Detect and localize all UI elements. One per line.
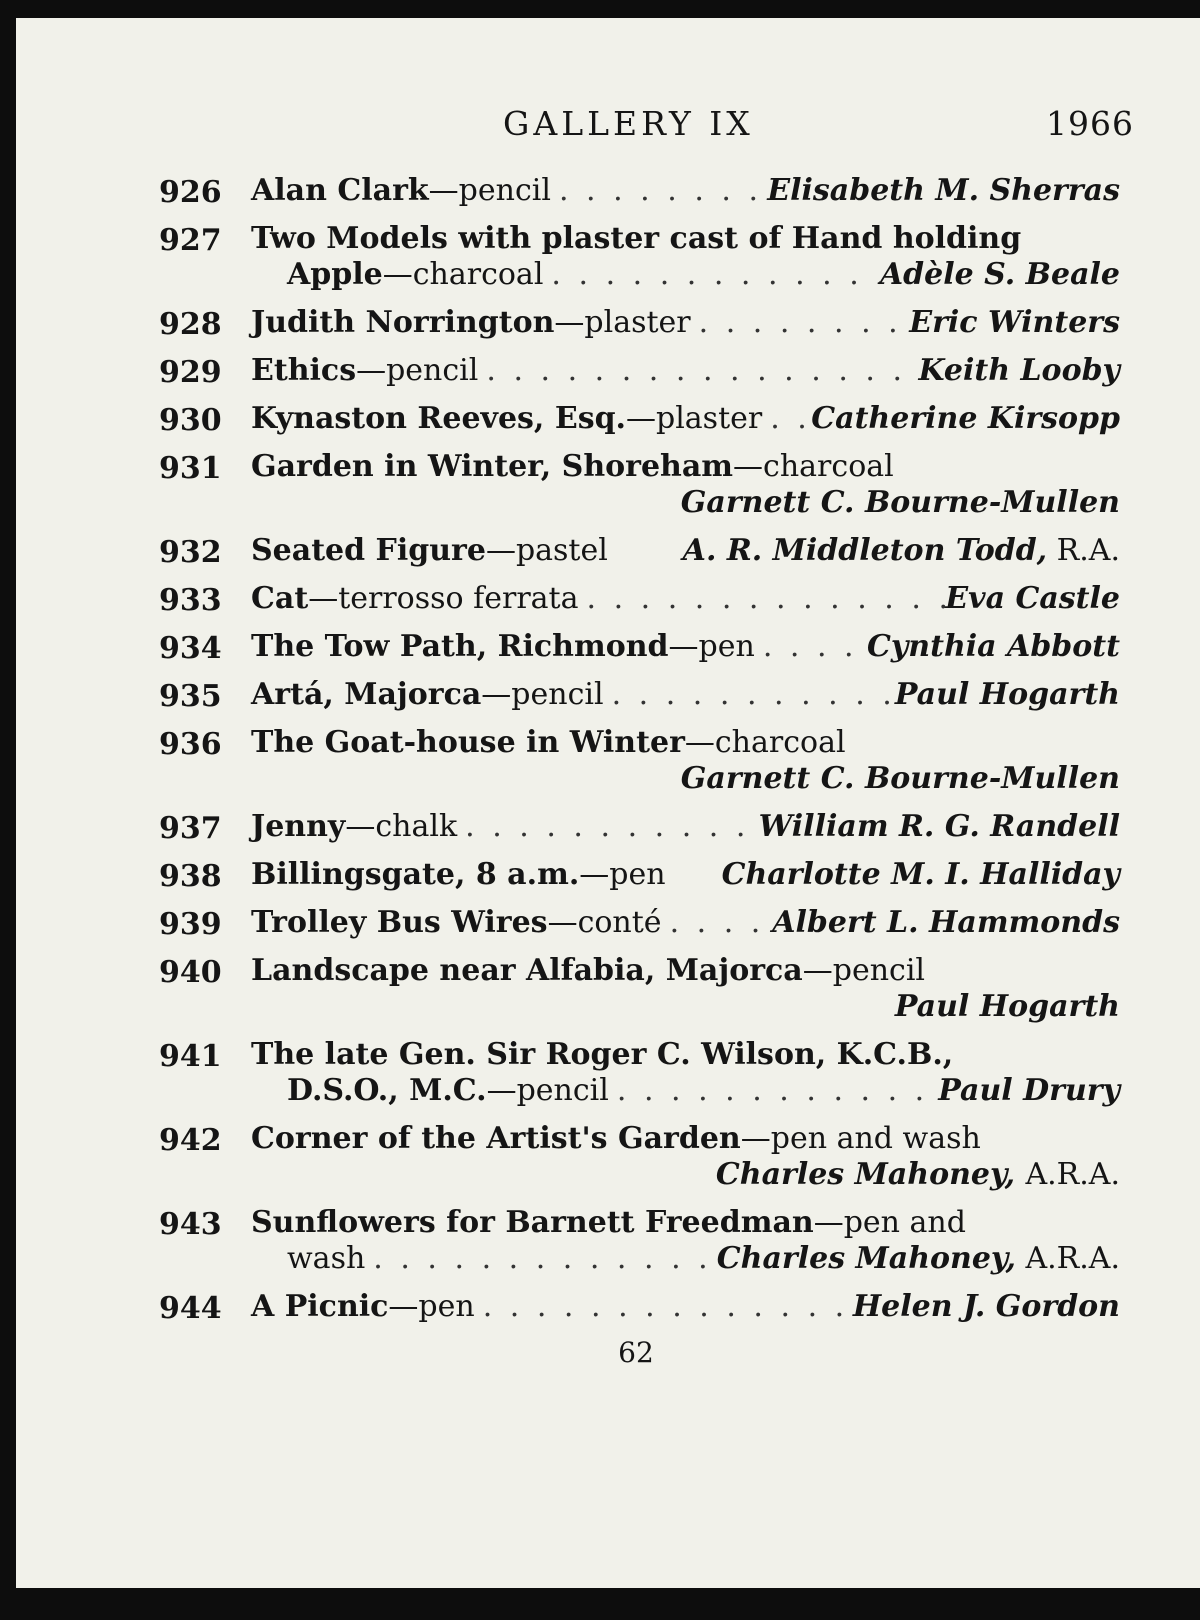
- leader-dots: [543, 257, 879, 293]
- catalogue-entry-931: [16, 449, 1200, 521]
- entry-artist: Paul Hogarth: [894, 989, 1120, 1024]
- entry-title: Jenny: [251, 809, 346, 844]
- catalogue-entry-928: [16, 305, 1200, 341]
- artist-honour: A.R.A.: [1025, 1157, 1120, 1192]
- leader-dots: [579, 581, 946, 617]
- artist-honour: R.A.: [1056, 533, 1120, 568]
- entry-number: 936: [159, 727, 222, 762]
- entry-number: 943: [159, 1207, 222, 1242]
- entry-medium-continued: wash: [287, 1241, 366, 1276]
- entry-medium: —pen and wash: [740, 1121, 981, 1156]
- entry-medium: —pen and: [813, 1205, 966, 1240]
- artist-honour: A.R.A.: [1025, 1241, 1120, 1276]
- entry-medium: —pen: [388, 1289, 475, 1324]
- entry-title-continued: Apple: [287, 257, 383, 292]
- entry-title: A Picnic: [251, 1289, 389, 1324]
- catalogue-entry-927: [16, 221, 1200, 293]
- leader-dots: [762, 401, 811, 437]
- entry-number: 942: [159, 1123, 222, 1158]
- entry-artist-line: [251, 1157, 1120, 1193]
- entry-artist: Paul Hogarth: [894, 677, 1120, 712]
- leader-dots: [457, 809, 758, 845]
- entry-number: 934: [159, 631, 222, 666]
- entry-medium: —pen: [668, 629, 755, 664]
- entry-title: Corner of the Artist's Garden: [251, 1121, 741, 1156]
- leader-dots: [551, 173, 767, 209]
- entry-artist: Charlotte M. I. Halliday: [721, 857, 1120, 892]
- catalogue-entry-926: [16, 173, 1200, 209]
- entry-medium: —pencil: [802, 953, 926, 988]
- entry-medium: —pencil: [356, 353, 479, 388]
- page-number: 62: [618, 1336, 654, 1369]
- entry-title: The late Gen. Sir Roger C. Wilson, K.C.B.,: [251, 1037, 954, 1072]
- entry-artist: Eric Winters: [909, 305, 1120, 340]
- catalogue-entry-943: [16, 1205, 1200, 1277]
- entry-artist: Albert L. Hammonds: [772, 905, 1120, 940]
- entry-artist: Garnett C. Bourne-Mullen: [680, 485, 1120, 520]
- catalogue-entry-934: [16, 629, 1200, 665]
- page-header: [16, 98, 1200, 148]
- entry-number: 940: [159, 955, 222, 990]
- entry-artist: A. R. Middleton Todd,: [682, 533, 1048, 568]
- entry-medium: —pencil: [486, 1073, 609, 1108]
- leader-dots: [691, 305, 910, 341]
- entry-artist: William R. G. Randell: [758, 809, 1120, 844]
- gallery-title: GALLERY IX: [503, 104, 754, 143]
- entry-artist: Helen J. Gordon: [852, 1289, 1120, 1324]
- catalogue-entry-933: [16, 581, 1200, 617]
- entry-title: Landscape near Alfabia, Majorca: [251, 953, 803, 988]
- entry-title: Kynaston Reeves, Esq.: [251, 401, 626, 436]
- entry-medium: —plaster: [554, 305, 691, 340]
- entry-artist: Elisabeth M. Sherras: [767, 173, 1120, 208]
- leader-dots: [755, 629, 867, 665]
- entry-artist: Catherine Kirsopp: [811, 401, 1120, 436]
- entry-number: 937: [159, 811, 222, 846]
- entry-artist: Charles Mahoney,: [716, 1241, 1016, 1276]
- entry-number: 926: [159, 175, 222, 210]
- entry-title: Judith Norrington: [251, 305, 555, 340]
- catalogue-entries: [16, 173, 1200, 1337]
- entry-medium: —pencil: [428, 173, 551, 208]
- entry-medium: —chalk: [345, 809, 458, 844]
- catalogue-entry-937: [16, 809, 1200, 845]
- leader-dots: [609, 1073, 938, 1109]
- entry-number: 941: [159, 1039, 222, 1074]
- entry-number: 932: [159, 535, 222, 570]
- catalogue-entry-941: [16, 1037, 1200, 1109]
- entry-medium: —pen: [579, 857, 666, 892]
- entry-medium: —pencil: [481, 677, 604, 712]
- catalogue-entry-938: [16, 857, 1200, 893]
- entry-number: 927: [159, 223, 222, 258]
- entry-number: 935: [159, 679, 222, 714]
- entry-medium: —charcoal: [684, 725, 846, 760]
- entry-number: 928: [159, 307, 222, 342]
- year-label: 1966: [1046, 104, 1134, 143]
- entry-title-continued: D.S.O., M.C.: [287, 1073, 487, 1108]
- entry-title: The Goat-house in Winter: [251, 725, 685, 760]
- entry-number: 939: [159, 907, 222, 942]
- leader-dots: [475, 1289, 853, 1325]
- entry-title: Ethics: [251, 353, 357, 388]
- catalogue-page: [16, 18, 1200, 1588]
- entry-title: Garden in Winter, Shoreham: [251, 449, 734, 484]
- entry-artist: Paul Drury: [938, 1073, 1120, 1108]
- entry-number: 938: [159, 859, 222, 894]
- entry-title: Two Models with plaster cast of Hand holding: [251, 221, 1022, 256]
- entry-number: 929: [159, 355, 222, 390]
- entry-medium: —charcoal: [733, 449, 894, 484]
- catalogue-entry-935: [16, 677, 1200, 713]
- entry-number: 930: [159, 403, 222, 438]
- entry-title: Trolley Bus Wires: [251, 905, 548, 940]
- catalogue-entry-932: [16, 533, 1200, 569]
- leader-dots: [365, 1241, 717, 1277]
- entry-number: 931: [159, 451, 222, 486]
- entry-title: Seated Figure: [251, 533, 486, 568]
- entry-artist: Keith Looby: [918, 353, 1120, 388]
- entry-artist: Garnett C. Bourne-Mullen: [680, 761, 1120, 796]
- catalogue-entry-944: [16, 1289, 1200, 1325]
- catalogue-entry-936: [16, 725, 1200, 797]
- catalogue-entry-942: [16, 1121, 1200, 1193]
- entry-artist: Cynthia Abbott: [866, 629, 1120, 664]
- entry-title: Alan Clark: [251, 173, 429, 208]
- entry-title: The Tow Path, Richmond: [251, 629, 669, 664]
- entry-artist: Eva Castle: [945, 581, 1120, 616]
- entry-title: Sunflowers for Barnett Freedman: [251, 1205, 814, 1240]
- catalogue-entry-929: [16, 353, 1200, 389]
- leader-dots: [478, 353, 918, 389]
- entry-medium: —terrosso ferrata: [308, 581, 579, 616]
- entry-number: 944: [159, 1291, 222, 1326]
- entry-artist: Adèle S. Beale: [879, 257, 1120, 292]
- entry-title: Cat: [251, 581, 309, 616]
- entry-artist: Charles Mahoney,: [715, 1157, 1016, 1192]
- catalogue-entry-940: [16, 953, 1200, 1025]
- catalogue-entry-930: [16, 401, 1200, 437]
- entry-title: Artá, Majorca: [251, 677, 482, 712]
- entry-medium: —charcoal: [382, 257, 544, 292]
- entry-number: 933: [159, 583, 222, 618]
- leader-dots: [662, 905, 773, 941]
- leader-dots: [604, 677, 895, 713]
- entry-medium: —plaster: [626, 401, 763, 436]
- entry-title: Billingsgate, 8 a.m.: [251, 857, 580, 892]
- entry-medium: —pastel: [485, 533, 608, 568]
- catalogue-entry-939: [16, 905, 1200, 941]
- entry-medium: —conté: [547, 905, 662, 940]
